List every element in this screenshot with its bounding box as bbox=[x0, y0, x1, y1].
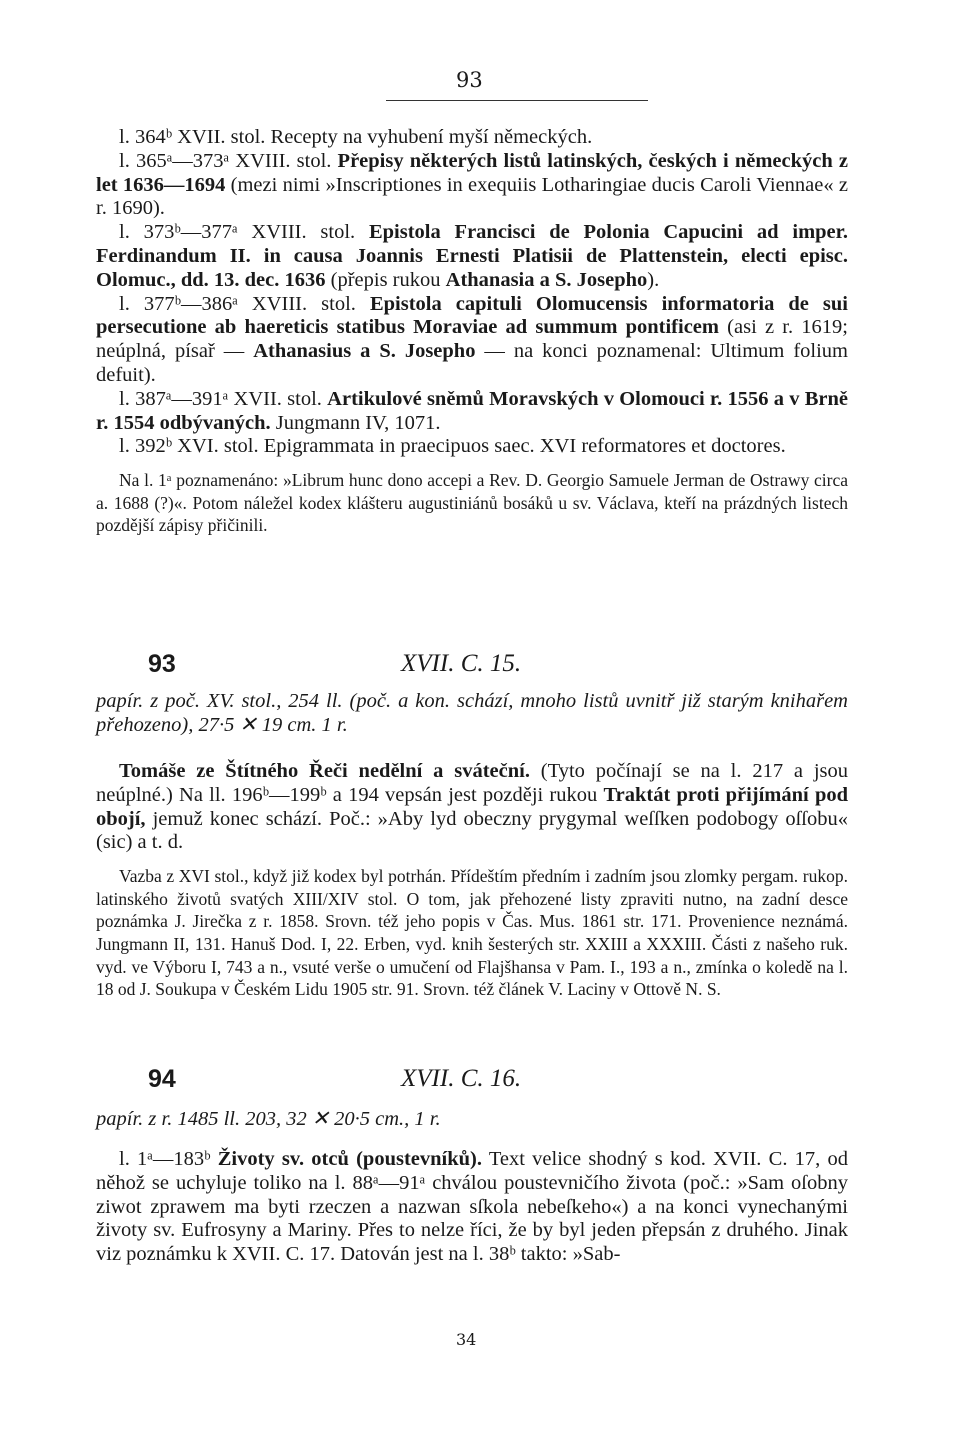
entry-93-heading bbox=[96, 650, 848, 682]
entry-93-content: Tomáše ze Štítného Řeči nedělní a sváteční. (Tyto počínají se na l. 217 a jsou neúplné.) Na ll. 196ᵇ—199ᵇ a 194 vepsán jest později rukou Traktát proti přijímání pod obojí, jemuž konec schází. Poč.: »Aby lyd obeczny prygymal weſſken podobogy oſſobu« (sic) a t. d. bbox=[96, 760, 848, 854]
entry-94-heading bbox=[96, 1065, 848, 1097]
entry-93-description: papír. z poč. XV. stol., 254 ll. (poč. a kon. schází, mnoho listů uvnitř již starým knihařem přehozeno), 27·5 ✕ 19 cm. 1 r. bbox=[96, 690, 848, 736]
header-rule bbox=[386, 100, 648, 101]
item-365: l. 365ᵃ—373ᵃ XVIII. stol. Přepisy některých listů latinských, českých i německých z let 1636—1694 (mezi nimi »Inscriptiones in exequiis Lotharingiae ducis Caroli Viennae« z r. 1690). bbox=[96, 149, 848, 220]
entry-signature: XVII. C. 16. bbox=[401, 1065, 522, 1092]
item-387: l. 387ᵃ—391ᵃ XVII. stol. Artikulové sněmů Moravských v Olomouci r. 1556 a v Brně r. 1554 odbývaných. Jungmann IV, 1071. bbox=[96, 387, 848, 434]
item-373: l. 373ᵇ—377ᵃ XVIII. stol. Epistola Francisci de Polonia Capucini ad imper. Ferdinandum II. in causa Joannis Ernesti Platisii de Plattenstein, electi episc. Olomuc., dd. 13. dec. 1636 (přepis rukou Athanasia a S. Josepho). bbox=[96, 221, 849, 291]
item-377: l. 377ᵇ—386ᵃ XVIII. stol. Epistola capituli Olomucensis informatoria de sui persecutione ab haereticis statibus Moraviae ad summum pontificem (asi z r. 1619; neúplná, písař — Athanasius a S. Josepho — na konci poznamenal: Ultimum folium defuit). bbox=[96, 292, 849, 386]
item-392: l. 392ᵇ XVI. stol. Epigrammata in praecipuos saec. XVI reformatores et doctores. bbox=[119, 435, 786, 458]
entry-94-content: l. 1ᵃ—183ᵇ Životy sv. otců (poustevníků). Text velice shodný s kod. XVII. C. 17, od něhož se uchyluje toliko na l. 88ᵃ—91ᵃ chválou poustevničího života (poč.: »Sam oſobny ziwot zprawem ma byti rzeczen a nazwan sſkola nebeſkeho«) a na konci vynechanými životy sv. Eufrosyny a Mariny. Přes to nelze říci, že by byl jeden přepsán z druhého. Jinak viz poznámku k XVII. C. 17. Datován jest na l. 38ᵇ takto: »Sab- bbox=[96, 1148, 848, 1266]
entry-signature: XVII. C. 15. bbox=[401, 650, 522, 677]
item-364: l. 364ᵇ XVII. stol. Recepty na vyhubení myší německých. bbox=[119, 126, 593, 148]
top-section bbox=[96, 126, 848, 537]
entry-94-body bbox=[96, 1148, 848, 1267]
entry-93-body bbox=[96, 760, 848, 1001]
entry-94-description: papír. z r. 1485 ll. 203, 32 ✕ 20·5 cm., 1 r. bbox=[96, 1108, 441, 1130]
entry-number: 93 bbox=[148, 650, 176, 678]
signature-mark: 34 bbox=[456, 1330, 477, 1349]
entry-93-note: Vazba z XVI stol., když již kodex byl potrhán. Přídeštím předním i zadním jsou zlomky pergam. rukop. latinského životů svatých XIII/XIV stol. O tom, jak přehozené listy zpraviti nutno, na zadní desce poznámka J. Jirečka z r. 1858. Srovn. též jeho popis v Čas. Mus. 1861 str. 171. Provenience neznámá. Jungmann II, 131. Hanuš Dod. I, 22. Erben, vyd. knih šesterých str. XXIII a XXXIII. Části z našeho ruk. vyd. ve Výboru I, 743 a n., vsuté verše o umučení od Flajšhansa v Pam. I., 193 a n., zmínka o koledě na l. 18 od J. Soukupa v Českém Lidu 1905 str. 91. Srovn. též článek V. Laciny v Ottově N. S. bbox=[96, 866, 848, 1000]
provenance-note: Na l. 1ᵃ poznamenáno: »Librum hunc dono accepi a Rev. D. Georgio Samuele Jerman de Ostrawy circa a. 1688 (?)«. Potom náležel kodex klášteru augustiniánů bosáků u sv. Václava, kteří na prázdných listech pozdější zápisy přičinili. bbox=[96, 470, 848, 536]
page-number: 93 bbox=[456, 68, 483, 92]
entry-number: 94 bbox=[148, 1065, 176, 1093]
